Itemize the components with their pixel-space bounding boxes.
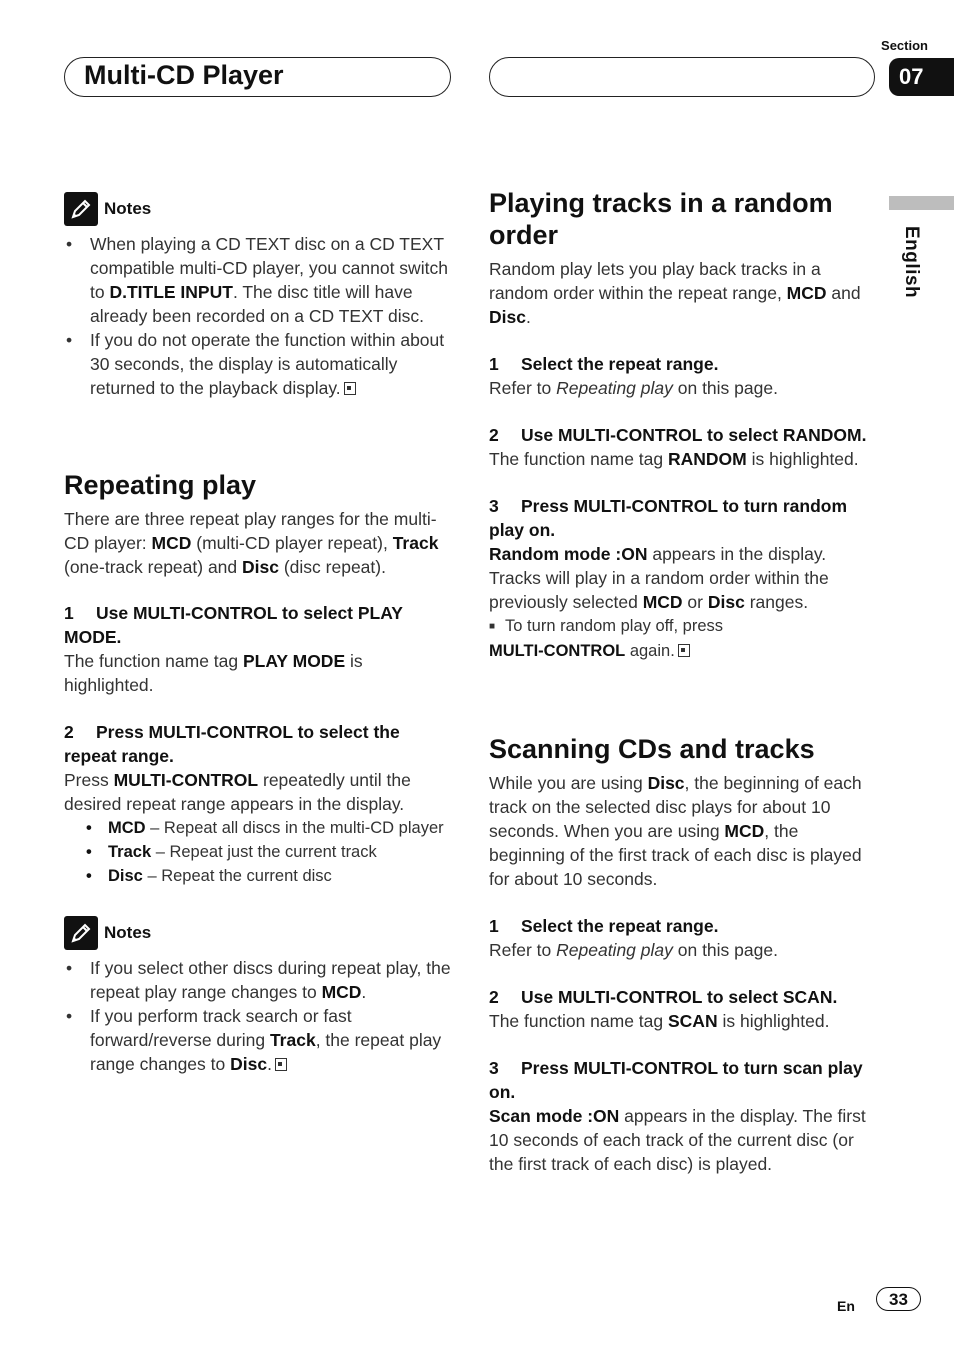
section-number: 07 bbox=[889, 58, 954, 96]
end-mark-icon bbox=[344, 382, 356, 395]
step-heading: 1 Select the repeat range. bbox=[489, 916, 719, 936]
section-label: Section bbox=[881, 38, 928, 53]
step-heading: 2 Use MULTI-CONTROL to select RANDOM. bbox=[489, 425, 867, 445]
right-column bbox=[489, 187, 877, 1176]
page-number: 33 bbox=[876, 1287, 921, 1311]
notes-label: Notes bbox=[104, 199, 152, 218]
step-heading: 1 Select the repeat range. bbox=[489, 354, 719, 374]
list-item: • If you select other discs during repeat play, the repeat play range changes to MCD. bbox=[64, 956, 454, 1004]
paragraph: While you are using Disc, the beginning of each track on the selected disc plays for about 10 seconds. When you are using MCD, the beginning of the first track of each disc is played for about 10 seconds. bbox=[489, 773, 862, 889]
tip: ■ To turn random play off, press MULTI-CONTROL again. bbox=[489, 617, 724, 660]
list-item: • If you do not operate the function within about 30 seconds, the display is automatically returned to the playback display. bbox=[64, 328, 454, 400]
list-item: • If you perform track search or fast forward/reverse during Track, the repeat play range changes to Disc. bbox=[64, 1004, 454, 1076]
language-tab bbox=[889, 196, 954, 210]
end-mark-icon bbox=[275, 1058, 287, 1071]
chapter-title: Multi-CD Player bbox=[84, 60, 284, 90]
notes-list bbox=[64, 956, 454, 1076]
step-heading: 1 Use MULTI-CONTROL to select PLAY MODE. bbox=[64, 603, 403, 647]
step-heading: 3 Press MULTI-CONTROL to turn scan play on. bbox=[489, 1058, 863, 1102]
list-item: • Track – Repeat just the current track bbox=[84, 840, 454, 864]
list-item: • When playing a CD TEXT disc on a CD TEXT compatible multi-CD player, you cannot switch to D.TITLE INPUT. The disc title will have already been recorded on a CD TEXT disc. bbox=[64, 232, 454, 328]
header-blank-frame bbox=[489, 57, 875, 97]
pencil-icon bbox=[64, 192, 98, 226]
section-heading-random: Playing tracks in a random order bbox=[489, 188, 833, 250]
language-code: En bbox=[837, 1298, 855, 1314]
step-heading: 2 Use MULTI-CONTROL to select SCAN. bbox=[489, 987, 838, 1007]
square-bullet-icon: ■ bbox=[489, 621, 496, 632]
list-item: • Disc – Repeat the current disc bbox=[84, 864, 454, 888]
list-item: • MCD – Repeat all discs in the multi-CD player bbox=[84, 816, 454, 840]
paragraph: Press MULTI-CONTROL repeatedly until the desired repeat range appears in the display. bbox=[64, 770, 411, 814]
section-heading-repeating: Repeating play bbox=[64, 470, 257, 500]
paragraph: There are three repeat play ranges for the multi-CD player: MCD (multi-CD player repeat), Track (one-track repeat) and Disc (disc repeat). bbox=[64, 509, 439, 577]
pencil-icon bbox=[64, 916, 98, 950]
notes-heading bbox=[64, 916, 454, 950]
step-heading: 3 Press MULTI-CONTROL to turn random play on. bbox=[489, 496, 848, 540]
language-label: English bbox=[901, 226, 922, 299]
paragraph: Refer to Repeating play on this page. bbox=[489, 940, 778, 960]
notes-list bbox=[64, 232, 454, 400]
paragraph: The function name tag SCAN is highlighted. bbox=[489, 1011, 830, 1031]
paragraph: The function name tag PLAY MODE is highlighted. bbox=[64, 651, 363, 695]
paragraph: Random mode :ON appears in the display. Tracks will play in a random order within the previously selected MCD or Disc ranges. bbox=[489, 544, 829, 612]
paragraph: Scan mode :ON appears in the display. The first 10 seconds of each track of the current disc (or the first track of each disc) is played. bbox=[489, 1106, 866, 1174]
option-list bbox=[64, 816, 454, 888]
notes-label: Notes bbox=[104, 923, 152, 942]
paragraph: The function name tag RANDOM is highlighted. bbox=[489, 449, 859, 469]
end-mark-icon bbox=[678, 644, 690, 657]
notes-heading bbox=[64, 192, 454, 226]
step-heading: 2 Press MULTI-CONTROL to select the repeat range. bbox=[64, 722, 400, 766]
paragraph: Random play lets you play back tracks in a random order within the repeat range, MCD and Disc. bbox=[489, 259, 861, 327]
section-heading-scanning: Scanning CDs and tracks bbox=[489, 734, 815, 764]
paragraph: Refer to Repeating play on this page. bbox=[489, 378, 778, 398]
left-column bbox=[64, 192, 454, 1076]
